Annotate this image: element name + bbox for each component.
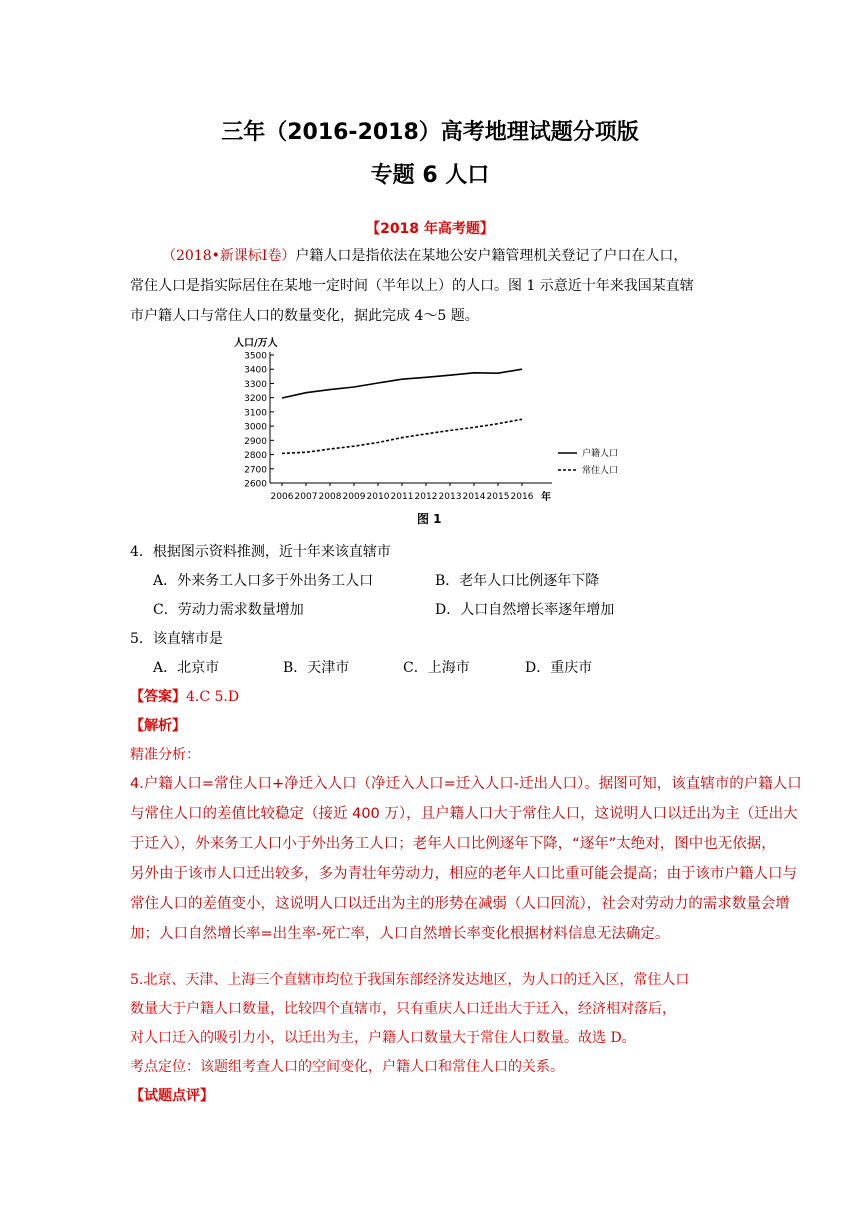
intro-line-3: 市户籍人口与常住人口的数量变化，据此完成 4～5 题。 <box>130 308 479 324</box>
analysis-5-line: 对人口迁入的吸引力小，以迁出为主，户籍人口数量大于常住人口数量。故选 D。 <box>130 1030 636 1046</box>
population-line-chart <box>225 332 625 532</box>
y-tick-label: 2700 <box>244 465 267 476</box>
q5-option-c: C．上海市 <box>403 660 470 676</box>
legend-label-changzhu: 常住人口 <box>582 466 619 476</box>
y-tick-label: 2800 <box>244 451 267 462</box>
intro-line-2: 常住人口是指实际居住在某地一定时间（半年以上）的人口。图 1 示意近十年来我国某直辖 <box>130 278 694 294</box>
analysis-label: 【解析】 <box>130 718 186 734</box>
answer-line <box>130 686 239 706</box>
x-tick-label: 2011 <box>390 492 414 502</box>
intro-line-1 <box>162 245 687 265</box>
analysis-4-line: 4.户籍人口=常住人口+净迁入人口（净迁入人口=迁入人口-迁出人口）。据图可知，该直辖市的户籍人口 <box>130 776 802 792</box>
y-tick-label: 3200 <box>244 394 267 405</box>
x-tick-label: 2008 <box>318 492 342 502</box>
x-axis-label: 年 <box>541 492 551 503</box>
question-5-stem: 5．该直辖市是 <box>130 631 223 647</box>
analysis-4-line: 与常住人口的差值比较稳定（接近 400 万），且户籍人口大于常住人口，这说明人口以迁出为主（迁出大 <box>130 806 798 822</box>
analysis-5-line: 数量大于户籍人口数量，比较四个直辖市，只有重庆人口迁出大于迁入，经济相对落后， <box>130 1001 676 1017</box>
analysis-5-line: 5.北京、天津、上海三个直辖市均位于我国东部经济发达地区，为人口的迁入区，常住人口 <box>130 972 690 988</box>
q5-option-b: B．天津市 <box>283 660 350 676</box>
analysis-4-line: 另外由于该市人口迁出较多，多为青壮年劳动力，相应的老年人口比重可能会提高；由于该市户籍人口与 <box>130 866 797 882</box>
x-tick-label: 2010 <box>366 492 390 502</box>
x-tick-label: 2007 <box>294 492 318 502</box>
chart-caption: 图 1 <box>417 512 442 526</box>
series-line-changzhu <box>282 419 522 453</box>
legend-label-huji: 户籍人口 <box>582 449 619 459</box>
page-subtitle: 专题 6 人口 <box>370 163 490 188</box>
y-tick-label: 3500 <box>244 351 267 362</box>
analysis-4-line: 于迁入），外来务工人口小于外出务工人口；老年人口比例逐年下降，“逐年”太绝对，图中也无依据， <box>130 836 776 852</box>
y-axis-label: 人口/万人 <box>234 338 278 349</box>
chart-legend <box>558 447 618 476</box>
x-tick-label: 2012 <box>414 492 438 502</box>
page-title: 三年（2016-2018）高考地理试题分项版 <box>221 120 639 145</box>
x-tick-label: 2015 <box>486 492 510 502</box>
q4-option-c: C．劳动力需求数量增加 <box>153 602 304 618</box>
q4-option-a: A．外来务工人口多于外出务工人口 <box>153 573 374 589</box>
y-tick-label: 2600 <box>244 479 267 490</box>
review-label: 【试题点评】 <box>130 1088 214 1104</box>
intro-text-1: 户籍人口是指依法在某地公安户籍管理机关登记了户口在人口， <box>295 248 688 264</box>
x-tick-label: 2016 <box>510 492 534 502</box>
analysis-4-line: 常住人口的差值变小，这说明人口以迁出为主的形势在减弱（人口回流），社会对劳动力的需求数量会增 <box>130 896 790 912</box>
y-tick-label: 3300 <box>244 379 267 390</box>
question-4-stem: 4．根据图示资料推测，近十年来该直辖市 <box>130 544 391 560</box>
q4-option-b: B．老年人口比例逐年下降 <box>435 573 600 589</box>
y-tick-label: 2900 <box>244 436 267 447</box>
answer-label: 【答案】 <box>130 689 186 705</box>
kaodian-line: 考点定位：该题组考查人口的空间变化，户籍人口和常住人口的关系。 <box>130 1059 564 1075</box>
question-source: （2018•新课标Ⅰ卷） <box>162 248 296 264</box>
q5-option-a: A．北京市 <box>153 660 220 676</box>
q5-option-d: D．重庆市 <box>525 660 593 676</box>
answer-value: 4.C 5.D <box>186 689 240 705</box>
analysis-4-line: 加；人口自然增长率=出生率-死亡率，人口自然增长率变化根据材料信息无法确定。 <box>130 926 670 942</box>
x-tick-label: 2013 <box>438 492 462 502</box>
section-heading-2018: 【2018 年高考题】 <box>366 221 494 237</box>
y-tick-label: 3000 <box>244 422 267 433</box>
y-tick-label: 3400 <box>244 365 267 376</box>
q4-option-d: D．人口自然增长率逐年增加 <box>435 602 615 618</box>
x-tick-label: 2014 <box>462 492 486 502</box>
x-tick-label: 2006 <box>270 492 294 502</box>
series-line-huji <box>282 369 522 398</box>
x-tick-label: 2009 <box>342 492 366 502</box>
analysis-subheading: 精准分析： <box>130 747 200 763</box>
y-tick-label: 3100 <box>244 408 267 419</box>
